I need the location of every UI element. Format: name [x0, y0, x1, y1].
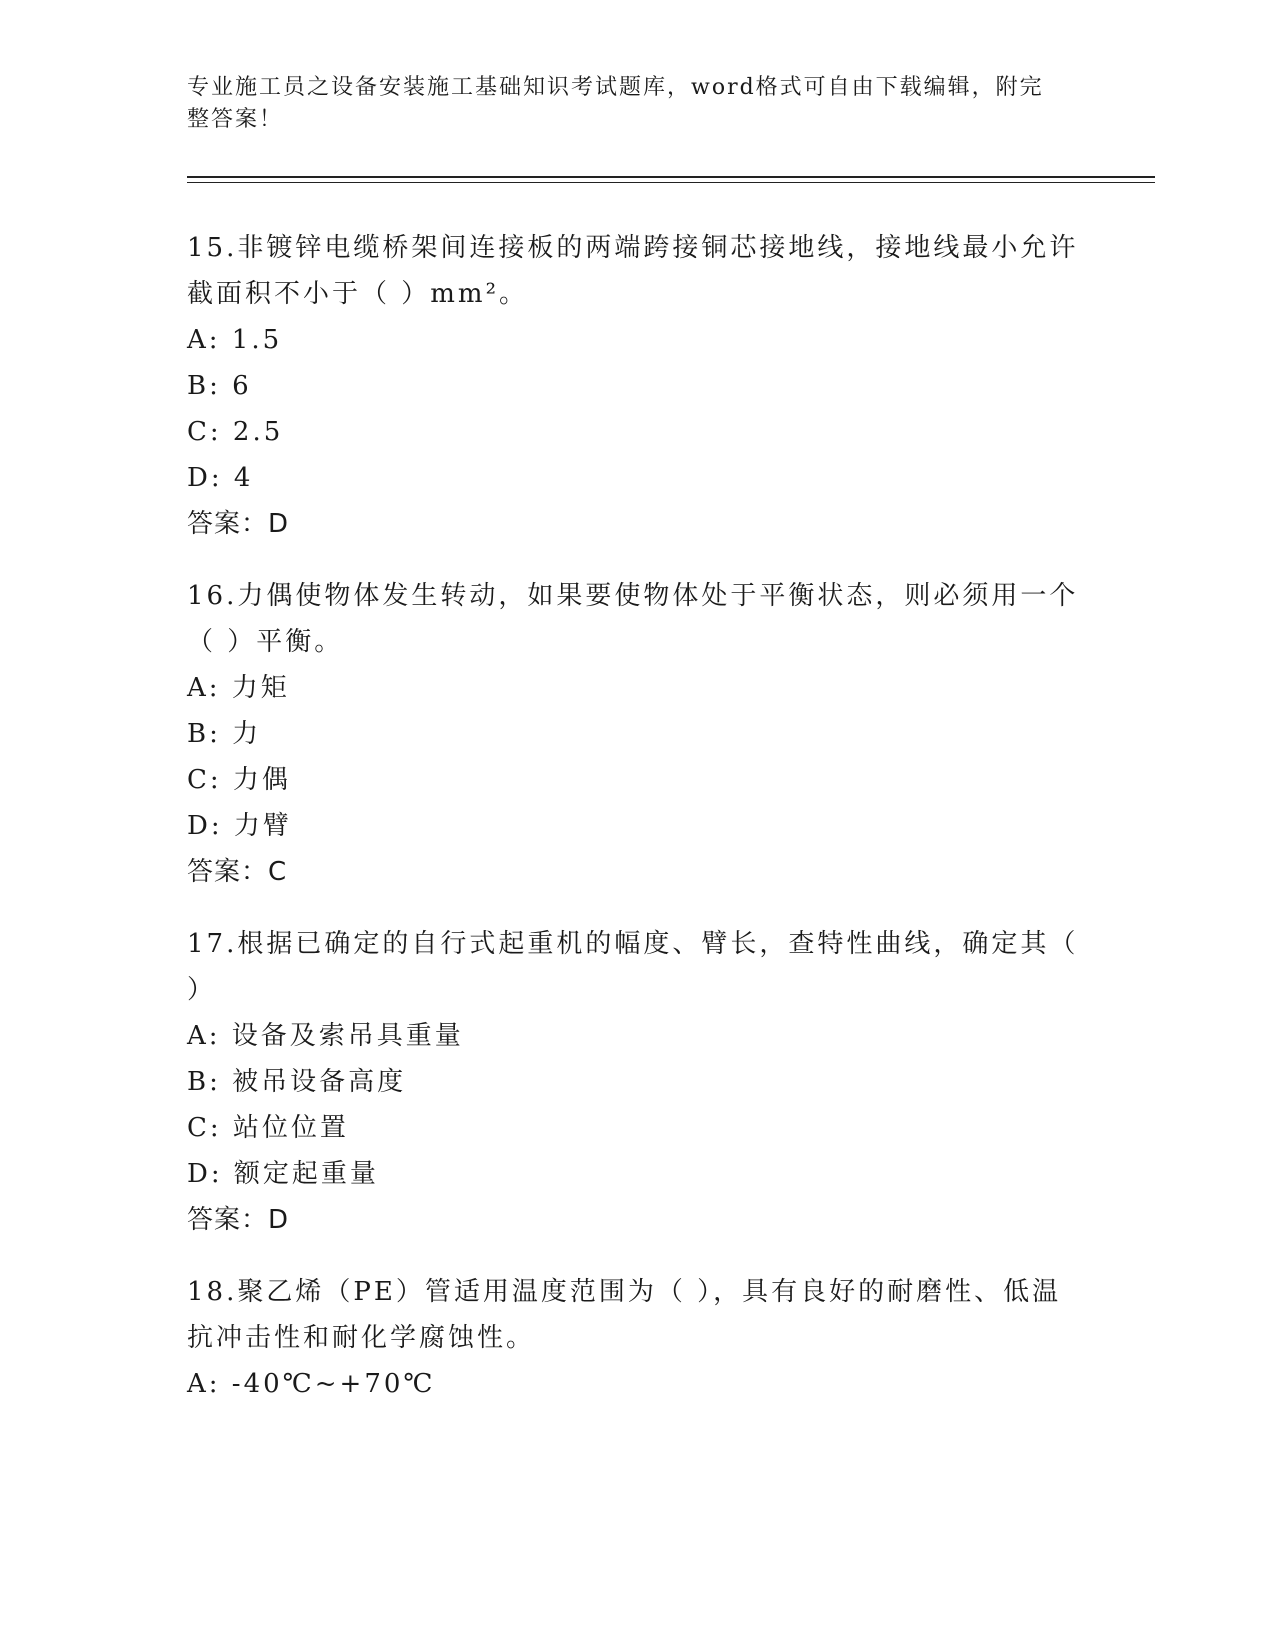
option-d: D: 4 [187, 463, 254, 493]
answer: 答案：D [187, 1205, 290, 1235]
question-stem: 17.根据已确定的自行式起重机的幅度、臂长，查特性曲线，确定其（ ） [187, 929, 1079, 1005]
option-b: B: 被吊设备高度 [187, 1067, 407, 1097]
option-a: A: 设备及索吊具重量 [187, 1021, 464, 1051]
option-d: D: 额定起重量 [187, 1159, 379, 1189]
option-d: D: 力臂 [187, 811, 292, 841]
question-15 [187, 225, 1087, 547]
option-c: C: 2.5 [187, 417, 284, 447]
option-c: C: 力偶 [187, 765, 291, 795]
question-stem: 18.聚乙烯（PE）管适用温度范围为（ ），具有良好的耐磨性、低温抗冲击性和耐化学腐蚀性。 [187, 1277, 1062, 1353]
question-17 [187, 921, 1087, 1243]
header-divider-thick [187, 176, 1155, 178]
document-header: 专业施工员之设备安装施工基础知识考试题库，word格式可自由下载编辑，附完整答案！ [187, 75, 1044, 132]
option-b: B: 6 [187, 371, 252, 401]
option-a: A: 1.5 [187, 325, 283, 355]
option-a: A: -40℃~+70℃ [187, 1369, 436, 1399]
option-a: A: 力矩 [187, 673, 290, 703]
answer: 答案：C [187, 857, 288, 887]
question-16 [187, 573, 1087, 895]
header-divider-thin [187, 182, 1155, 183]
question-stem: 15.非镀锌电缆桥架间连接板的两端跨接铜芯接地线，接地线最小允许截面积不小于（ ）mm²。 [187, 233, 1079, 309]
answer: 答案：D [187, 509, 290, 539]
option-b: B: 力 [187, 719, 262, 749]
question-18 [187, 1269, 1087, 1407]
option-c: C: 站位位置 [187, 1113, 349, 1143]
question-stem: 16.力偶使物体发生转动，如果要使物体处于平衡状态，则必须用一个（ ）平衡。 [187, 581, 1079, 657]
